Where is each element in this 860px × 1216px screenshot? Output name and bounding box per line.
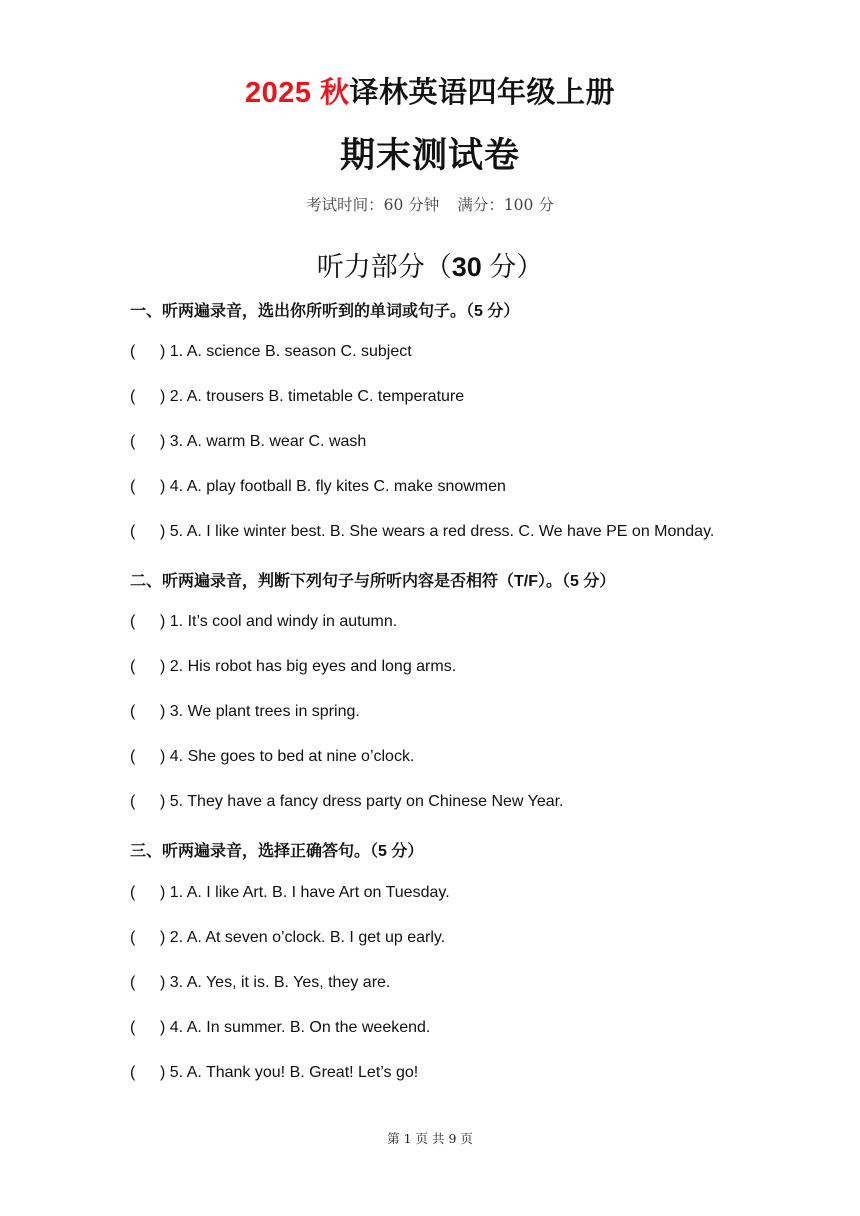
- answer-paren-close: ): [160, 1019, 166, 1036]
- exam-subtitle: 期末测试卷: [339, 136, 520, 175]
- answer-paren-open[interactable]: (: [130, 658, 136, 675]
- answer-paren-open[interactable]: (: [130, 478, 136, 495]
- part-heading: [0, 245, 860, 284]
- question-item: [130, 433, 366, 451]
- answer-paren-close: ): [160, 613, 166, 630]
- title-main: 译林英语四年级上册: [349, 77, 616, 109]
- question-text: 4. A. play football B. fly kites C. make snowmen: [169, 478, 506, 495]
- question-item: [130, 343, 412, 361]
- exam-time: 考试时间：60 分钟: [306, 196, 440, 214]
- answer-paren-open[interactable]: (: [130, 613, 136, 630]
- question-text: 4. She goes to bed at nine o’clock.: [169, 748, 415, 765]
- answer-paren-close: ): [160, 793, 166, 810]
- question-item: [130, 388, 464, 406]
- page-footer: 第 1 页 共 9 页: [387, 1131, 473, 1146]
- question-text: 5. They have a fancy dress party on Chinese New Year.: [169, 793, 564, 810]
- part-score: 30: [451, 252, 482, 282]
- question-text: 3. A. warm B. wear C. wash: [169, 433, 367, 450]
- answer-paren-open[interactable]: (: [130, 884, 136, 901]
- exam-meta: [0, 193, 860, 215]
- question-text: 1. A. I like Art. B. I have Art on Tuesday.: [169, 884, 450, 901]
- question-text: 2. His robot has big eyes and long arms.: [169, 658, 457, 675]
- answer-paren-close: ): [160, 748, 166, 765]
- question-item: [130, 929, 445, 947]
- question-item: [130, 523, 714, 541]
- question-text: 2. A. trousers B. timetable C. temperature: [169, 388, 465, 405]
- question-item: [130, 974, 390, 992]
- answer-paren-open[interactable]: (: [130, 703, 136, 720]
- question-text: 1. It’s cool and windy in autumn.: [169, 613, 398, 630]
- answer-paren-close: ): [160, 388, 166, 405]
- full-marks: 满分：100 分: [457, 196, 554, 214]
- question-text: 2. A. At seven o’clock. B. I get up early.: [169, 929, 446, 946]
- answer-paren-close: ): [160, 658, 166, 675]
- part-label: 听力部分（: [316, 252, 452, 282]
- answer-paren-open[interactable]: (: [130, 1019, 136, 1036]
- question-item: [130, 1019, 430, 1037]
- question-item: [130, 1064, 418, 1082]
- section-heading: 二、听两遍录音，判断下列句子与所听内容是否相符（T/F）。（5 分）: [130, 573, 616, 590]
- question-text: 4. A. In summer. B. On the weekend.: [169, 1019, 431, 1036]
- answer-paren-close: ): [160, 343, 166, 360]
- answer-paren-open[interactable]: (: [130, 974, 136, 991]
- question-text: 1. A. science B. season C. subject: [169, 343, 412, 360]
- answer-paren-close: ): [160, 884, 166, 901]
- section-heading: 一、听两遍录音，选出你所听到的单词或句子。（5 分）: [130, 303, 520, 320]
- question-item: [130, 748, 414, 766]
- answer-paren-close: ): [160, 703, 166, 720]
- answer-paren-close: ): [160, 929, 166, 946]
- answer-paren-close: ): [160, 523, 166, 540]
- answer-paren-open[interactable]: (: [130, 388, 136, 405]
- question-item: [130, 478, 506, 496]
- answer-paren-open[interactable]: (: [130, 343, 136, 360]
- section-heading: 三、听两遍录音，选择正确答句。（5 分）: [130, 843, 424, 860]
- answer-paren-open[interactable]: (: [130, 929, 136, 946]
- question-item: [130, 793, 564, 811]
- part-suffix: 分）: [481, 252, 544, 282]
- exam-title: [0, 70, 860, 111]
- answer-paren-close: ): [160, 1064, 166, 1081]
- question-item: [130, 613, 397, 631]
- answer-paren-open[interactable]: (: [130, 1064, 136, 1081]
- question-text: 3. We plant trees in spring.: [169, 703, 360, 720]
- question-item: [130, 658, 456, 676]
- title-year-season: 2025 秋: [244, 77, 350, 109]
- question-text: 3. A. Yes, it is. B. Yes, they are.: [169, 974, 391, 991]
- answer-paren-close: ): [160, 478, 166, 495]
- answer-paren-open[interactable]: (: [130, 748, 136, 765]
- question-item: [130, 884, 450, 902]
- answer-paren-close: ): [160, 433, 166, 450]
- question-text: 5. A. Thank you! B. Great! Let’s go!: [169, 1064, 419, 1081]
- answer-paren-open[interactable]: (: [130, 523, 136, 540]
- answer-paren-open[interactable]: (: [130, 793, 136, 810]
- question-text: 5. A. I like winter best. B. She wears a red dress. C. We have PE on Monday.: [169, 523, 715, 540]
- question-item: [130, 703, 360, 721]
- answer-paren-close: ): [160, 974, 166, 991]
- answer-paren-open[interactable]: (: [130, 433, 136, 450]
